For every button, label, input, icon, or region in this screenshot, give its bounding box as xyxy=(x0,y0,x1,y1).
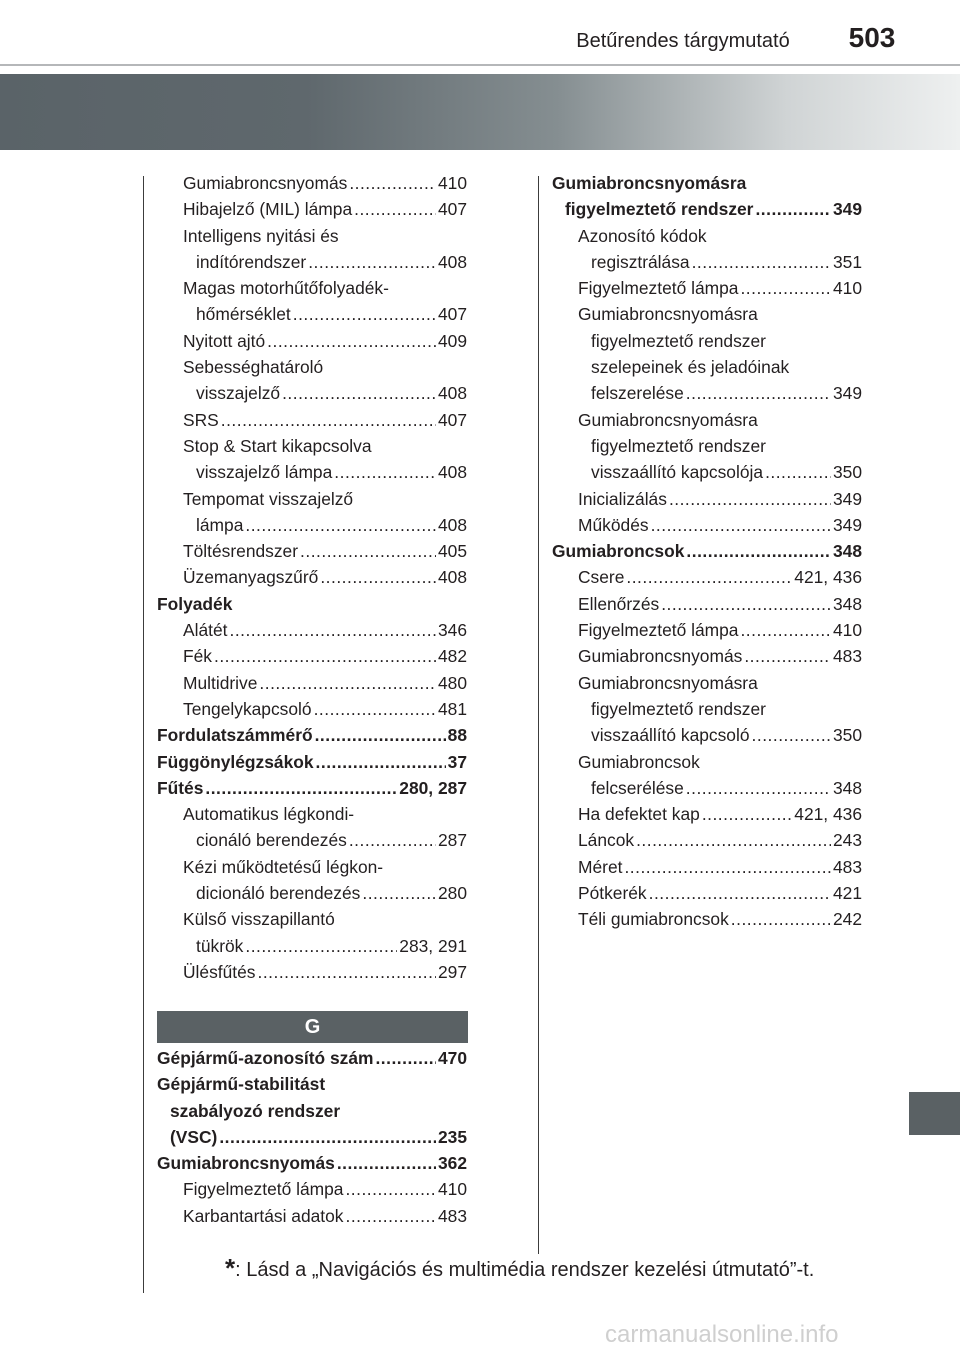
index-entry xyxy=(157,643,467,669)
entry-page-ref: 351 xyxy=(832,251,862,272)
entry-term: Azonosító kódok xyxy=(578,225,707,246)
entry-page-ref: 280 xyxy=(437,883,467,904)
dot-leader xyxy=(752,722,831,742)
entry-term: Csere xyxy=(578,567,625,588)
index-entry xyxy=(157,1071,467,1150)
dot-leader xyxy=(245,933,397,953)
index-entry xyxy=(552,617,862,643)
entry-term: Alátét xyxy=(183,620,228,641)
dot-leader xyxy=(649,880,831,900)
index-entry xyxy=(552,880,862,906)
index-entry xyxy=(552,512,862,538)
section-letter-bar: G xyxy=(157,1011,468,1043)
dot-leader xyxy=(349,827,436,847)
entry-term: Gumiabroncsnyomásra xyxy=(578,409,758,430)
entry-page-ref: 480 xyxy=(437,672,467,693)
index-entry xyxy=(157,1203,467,1229)
dot-leader xyxy=(669,486,831,506)
entry-page-ref: 283, 291 xyxy=(399,935,467,956)
index-entry xyxy=(552,643,862,669)
entry-term: visszajelző xyxy=(196,383,281,404)
dot-leader xyxy=(267,328,436,348)
footnote xyxy=(225,1253,814,1284)
entry-term: Gumiabroncsnyomás xyxy=(157,1153,335,1174)
index-column-right xyxy=(552,170,862,933)
entry-term: figyelmeztető rendszer xyxy=(591,330,766,351)
entry-term: Fék xyxy=(183,646,212,667)
dot-leader xyxy=(636,827,831,847)
index-entry xyxy=(157,1176,467,1202)
dot-leader xyxy=(362,880,436,900)
entry-page-ref: 408 xyxy=(437,567,467,588)
dot-leader xyxy=(245,512,436,532)
entry-term: Gépjármű-stabilitást xyxy=(157,1074,326,1095)
entry-term: Tempomat visszajelző xyxy=(183,488,354,509)
entry-page-ref: 410 xyxy=(832,620,862,641)
index-entry xyxy=(157,433,467,486)
index-entry xyxy=(157,722,467,748)
dot-leader xyxy=(686,775,831,795)
entry-term: Gumiabroncsok xyxy=(552,541,685,562)
entry-page-ref: 408 xyxy=(437,514,467,535)
entry-page-ref: 297 xyxy=(437,961,467,982)
entry-page-ref: 407 xyxy=(437,199,467,220)
index-entry xyxy=(157,749,467,775)
header-banner xyxy=(0,74,960,150)
entry-page-ref: 408 xyxy=(437,251,467,272)
entry-term: Stop & Start kikapcsolva xyxy=(183,435,372,456)
entry-term: Inicializálás xyxy=(578,488,667,509)
entry-term: Ülésfűtés xyxy=(183,961,256,982)
entry-term: (VSC) xyxy=(170,1126,218,1147)
dot-leader xyxy=(293,301,436,321)
dot-leader xyxy=(345,1176,436,1196)
entry-page-ref: 410 xyxy=(437,173,467,193)
dot-leader xyxy=(375,1045,436,1065)
index-entry xyxy=(552,223,862,276)
index-entry xyxy=(552,670,862,749)
entry-page-ref: 421, 436 xyxy=(794,804,862,825)
dot-leader xyxy=(349,170,436,190)
dot-leader xyxy=(765,459,831,479)
entry-term: Üzemanyagszűrő xyxy=(183,567,319,588)
entry-page-ref: 405 xyxy=(437,541,467,562)
entry-term: figyelmeztető rendszer xyxy=(565,199,754,220)
index-entry xyxy=(157,906,467,959)
entry-term: Téli gumiabroncsok xyxy=(578,909,729,930)
chapter-side-tab xyxy=(909,1092,960,1135)
entry-term: Karbantartási adatok xyxy=(183,1205,344,1226)
entry-page-ref: 349 xyxy=(832,383,862,404)
dot-leader xyxy=(702,801,792,821)
entry-term: Multidrive xyxy=(183,672,258,693)
dot-leader xyxy=(219,1124,436,1144)
entry-page-ref: 407 xyxy=(437,304,467,325)
index-entry xyxy=(157,1150,467,1176)
entry-page-ref: 348 xyxy=(832,777,862,798)
entry-term: Gumiabroncsnyomás xyxy=(183,173,348,193)
dot-leader xyxy=(626,564,792,584)
index-entry xyxy=(157,328,467,354)
entry-term: regisztrálása xyxy=(591,251,690,272)
dot-leader xyxy=(334,459,436,479)
index-entry xyxy=(552,486,862,512)
index-entry xyxy=(157,696,467,722)
index-entry xyxy=(157,959,467,985)
index-entry xyxy=(157,801,467,854)
entry-term: tükrök xyxy=(196,935,244,956)
index-entry xyxy=(157,854,467,907)
middle-column-rule xyxy=(538,176,539,1254)
page-number: 503 xyxy=(848,22,896,53)
entry-page-ref: 349 xyxy=(832,199,862,220)
entry-term: Kézi működtetésű légkon- xyxy=(183,856,384,877)
index-entry xyxy=(552,275,862,301)
index-entry xyxy=(157,486,467,539)
entry-term: hőmérséklet xyxy=(196,304,291,325)
entry-term: Fordulatszámmérő xyxy=(157,725,313,746)
index-entry xyxy=(157,670,467,696)
dot-leader xyxy=(258,959,436,979)
entry-term: figyelmeztető rendszer xyxy=(591,698,766,719)
dot-leader xyxy=(214,643,436,663)
entry-term: Nyitott ajtó xyxy=(183,330,266,351)
index-entry xyxy=(552,170,862,223)
dot-leader xyxy=(740,617,831,637)
entry-page-ref: 407 xyxy=(437,409,467,430)
entry-page-ref: 483 xyxy=(832,646,862,667)
entry-term: Folyadék xyxy=(157,593,233,614)
dot-leader xyxy=(686,538,831,558)
dot-leader xyxy=(686,380,831,400)
entry-term: cionáló berendezés xyxy=(196,830,347,851)
entry-term: Fűtés xyxy=(157,777,204,798)
entry-term: felszerelése xyxy=(591,383,684,404)
entry-term: Függönylégzsákok xyxy=(157,751,314,772)
index-entry xyxy=(552,301,862,406)
entry-page-ref: 421 xyxy=(832,883,862,904)
index-entry xyxy=(552,564,862,590)
index-entry xyxy=(157,407,467,433)
entry-term: szabályozó rendszer xyxy=(170,1100,341,1121)
entry-term: Figyelmeztető lámpa xyxy=(578,278,739,299)
entry-term: Gépjármű-azonosító szám xyxy=(157,1048,374,1068)
index-entry xyxy=(552,854,862,880)
entry-page-ref: 470 xyxy=(437,1048,467,1068)
entry-term: Automatikus légkondi- xyxy=(183,804,355,825)
index-entry xyxy=(157,591,467,617)
entry-term: Töltésrendszer xyxy=(183,541,299,562)
entry-term: figyelmeztető rendszer xyxy=(591,435,766,456)
entry-term: Gumiabroncsnyomásra xyxy=(578,672,758,693)
dot-leader xyxy=(300,538,436,558)
entry-page-ref: 349 xyxy=(832,488,862,509)
dot-leader xyxy=(308,249,436,269)
dot-leader xyxy=(320,564,436,584)
index-entry xyxy=(157,617,467,643)
entry-page-ref: 235 xyxy=(437,1126,467,1147)
entry-term: Ha defektet kap xyxy=(578,804,700,825)
entry-page-ref: 409 xyxy=(437,330,467,351)
dot-leader xyxy=(345,1203,436,1223)
dot-leader xyxy=(354,196,436,216)
index-entry xyxy=(157,170,467,196)
index-entry xyxy=(552,906,862,932)
entry-page-ref: 483 xyxy=(437,1205,467,1226)
dot-leader xyxy=(282,380,436,400)
entry-page-ref: 483 xyxy=(832,856,862,877)
entry-term: Figyelmeztető lámpa xyxy=(183,1179,344,1200)
entry-term: SRS xyxy=(183,409,219,430)
dot-leader xyxy=(744,643,831,663)
entry-term: Hibajelző (MIL) lámpa xyxy=(183,199,353,220)
entry-term: visszaállító kapcsoló xyxy=(591,725,750,746)
header-divider xyxy=(0,64,960,66)
dot-leader xyxy=(740,275,831,295)
entry-term: Figyelmeztető lámpa xyxy=(578,620,739,641)
entry-term: Ellenőrzés xyxy=(578,593,660,614)
entry-term: szelepeinek és jeladóinak xyxy=(591,357,790,378)
entry-page-ref: 410 xyxy=(832,278,862,299)
dot-leader xyxy=(221,407,436,427)
entry-term: dicionáló berendezés xyxy=(196,883,361,904)
index-entry xyxy=(552,538,862,564)
entry-page-ref: 408 xyxy=(437,383,467,404)
entry-term: Külső visszapillantó xyxy=(183,909,335,930)
dot-leader xyxy=(755,196,831,216)
entry-page-ref: 421, 436 xyxy=(794,567,862,588)
index-column-left xyxy=(157,170,467,985)
dot-leader xyxy=(316,749,446,769)
entry-page-ref: 287 xyxy=(437,830,467,851)
dot-leader xyxy=(731,906,831,926)
entry-term: Gumiabroncsnyomásra xyxy=(552,173,747,193)
index-entry xyxy=(552,407,862,486)
entry-term: indítórendszer xyxy=(196,251,307,272)
entry-page-ref: 349 xyxy=(832,514,862,535)
entry-term: Magas motorhűtőfolyadék- xyxy=(183,278,389,299)
dot-leader xyxy=(315,722,446,742)
entry-term: Gumiabroncsok xyxy=(578,751,700,772)
index-entry xyxy=(157,538,467,564)
entry-term: visszajelző lámpa xyxy=(196,462,333,483)
entry-term: Gumiabroncsnyomásra xyxy=(578,304,758,325)
dot-leader xyxy=(259,670,436,690)
index-entry xyxy=(552,591,862,617)
entry-term: Sebességhatároló xyxy=(183,357,324,378)
entry-term: Pótkerék xyxy=(578,883,647,904)
index-entry xyxy=(157,564,467,590)
footnote-marker: * xyxy=(225,1253,236,1283)
dot-leader xyxy=(661,591,831,611)
entry-page-ref: 37 xyxy=(447,751,467,772)
index-entry xyxy=(157,775,467,801)
entry-page-ref: 482 xyxy=(437,646,467,667)
entry-term: lámpa xyxy=(196,514,244,535)
entry-term: Gumiabroncsnyomás xyxy=(578,646,743,667)
watermark: carmanualsonline.info xyxy=(605,1321,839,1348)
dot-leader xyxy=(229,617,436,637)
entry-term: Intelligens nyitási és xyxy=(183,225,339,246)
dot-leader xyxy=(692,249,831,269)
entry-term: Méret xyxy=(578,856,623,877)
dot-leader xyxy=(624,854,831,874)
footnote-text: : Lásd a „Navigációs és multimédia rendszer kezelési útmutató”-t. xyxy=(235,1259,815,1281)
entry-page-ref: 88 xyxy=(447,725,467,746)
dot-leader xyxy=(337,1150,436,1170)
entry-page-ref: 408 xyxy=(437,462,467,483)
entry-page-ref: 350 xyxy=(832,725,862,746)
entry-page-ref: 362 xyxy=(437,1153,467,1174)
header-title: Betűrendes tárgymutató xyxy=(576,30,790,52)
index-entry xyxy=(552,801,862,827)
entry-term: Tengelykapcsoló xyxy=(183,698,312,719)
entry-page-ref: 481 xyxy=(437,698,467,719)
entry-term: felcserélése xyxy=(591,777,684,798)
entry-term: Láncok xyxy=(578,830,635,851)
entry-page-ref: 348 xyxy=(832,593,862,614)
entry-page-ref: 410 xyxy=(437,1179,467,1200)
index-column-g xyxy=(157,1045,467,1229)
entry-page-ref: 346 xyxy=(437,620,467,641)
dot-leader xyxy=(314,696,436,716)
index-entry xyxy=(157,354,467,407)
left-column-rule xyxy=(143,176,144,1293)
index-entry xyxy=(552,749,862,802)
index-entry xyxy=(157,223,467,276)
index-entry xyxy=(157,1045,467,1071)
entry-term: Működés xyxy=(578,514,649,535)
entry-page-ref: 242 xyxy=(832,909,862,930)
dot-leader xyxy=(205,775,397,795)
entry-page-ref: 348 xyxy=(832,541,862,562)
entry-term: visszaállító kapcsolója xyxy=(591,462,764,483)
entry-page-ref: 350 xyxy=(832,462,862,483)
index-entry xyxy=(552,827,862,853)
entry-page-ref: 243 xyxy=(832,830,862,851)
dot-leader xyxy=(651,512,831,532)
index-entry xyxy=(157,196,467,222)
index-entry xyxy=(157,275,467,328)
entry-page-ref: 280, 287 xyxy=(399,777,467,798)
